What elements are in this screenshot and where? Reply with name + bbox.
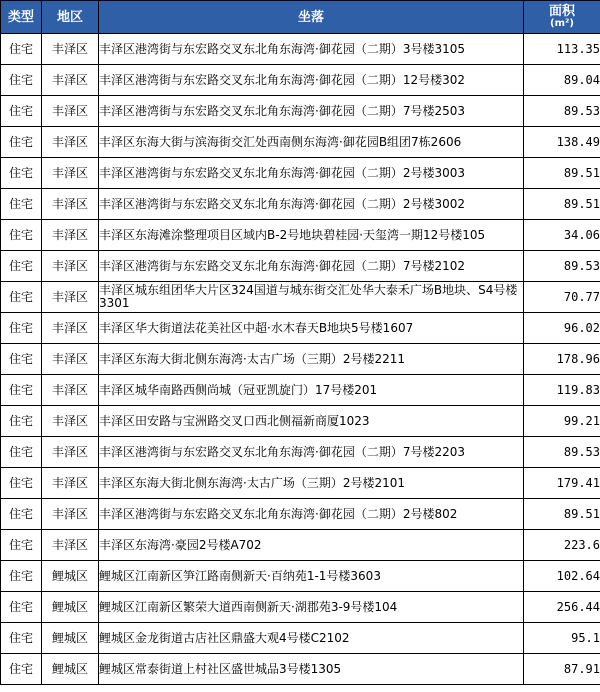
table-row [1, 654, 600, 685]
cell-address: 丰泽区东海大街北侧东海湾·太古广场（三期）2号楼2101 [99, 468, 524, 499]
cell-district: 丰泽区 [42, 406, 99, 437]
cell-district: 丰泽区 [42, 96, 99, 127]
cell-type: 住宅 [1, 65, 42, 96]
cell-address: 丰泽区港湾街与东宏路交叉东北角东海湾·御花园（二期）3号楼3105 [99, 34, 524, 65]
cell-district: 丰泽区 [42, 344, 99, 375]
table-row [1, 96, 600, 127]
cell-district: 丰泽区 [42, 220, 99, 251]
cell-type: 住宅 [1, 127, 42, 158]
cell-address: 丰泽区港湾街与东宏路交叉东北角东海湾·御花园（二期）12号楼302 [99, 65, 524, 96]
header-area-label: 面积 [548, 4, 575, 19]
cell-type: 住宅 [1, 282, 42, 313]
cell-address: 丰泽区田安路与宝洲路交叉口西北侧福新商厦1023 [99, 406, 524, 437]
table-row [1, 592, 600, 623]
cell-area: 87.91 [524, 654, 600, 685]
cell-address: 鲤城区常泰街道上村社区盛世城品3号楼1305 [99, 654, 524, 685]
cell-type: 住宅 [1, 344, 42, 375]
cell-type: 住宅 [1, 623, 42, 654]
cell-district: 丰泽区 [42, 468, 99, 499]
cell-district: 丰泽区 [42, 127, 99, 158]
cell-district: 鲤城区 [42, 592, 99, 623]
table-row [1, 189, 600, 220]
header-row [1, 1, 600, 34]
cell-area: 223.6 [524, 530, 600, 561]
cell-district: 丰泽区 [42, 375, 99, 406]
table-row [1, 375, 600, 406]
cell-type: 住宅 [1, 561, 42, 592]
cell-address: 鲤城区金龙街道古店社区鼎盛大观4号楼C2102 [99, 623, 524, 654]
cell-address: 丰泽区港湾街与东宏路交叉东北角东海湾·御花园（二期）7号楼2203 [99, 437, 524, 468]
cell-district: 丰泽区 [42, 34, 99, 65]
cell-area: 178.96 [524, 344, 600, 375]
table-row [1, 158, 600, 189]
cell-district: 丰泽区 [42, 65, 99, 96]
table-row [1, 127, 600, 158]
cell-area: 89.51 [524, 158, 600, 189]
cell-district: 丰泽区 [42, 313, 99, 344]
cell-address: 丰泽区港湾街与东宏路交叉东北角东海湾·御花园（二期）2号楼3003 [99, 158, 524, 189]
cell-type: 住宅 [1, 530, 42, 561]
cell-type: 住宅 [1, 313, 42, 344]
cell-area: 119.83 [524, 375, 600, 406]
cell-district: 丰泽区 [42, 251, 99, 282]
cell-address: 丰泽区东海滩涂整理项目区域内B-2号地块碧桂园·天玺湾一期12号楼105 [99, 220, 524, 251]
cell-district: 丰泽区 [42, 158, 99, 189]
cell-address: 丰泽区港湾街与东宏路交叉东北角东海湾·御花园（二期）7号楼2503 [99, 96, 524, 127]
header-type: 类型 [1, 1, 42, 34]
table-row [1, 65, 600, 96]
cell-area: 89.51 [524, 189, 600, 220]
header-area-unit: (m²) [550, 18, 574, 29]
cell-address: 丰泽区城东组团华大片区324国道与城东街交汇处华大泰禾广场B地块、S4号楼3301 [99, 282, 524, 313]
cell-area: 89.53 [524, 96, 600, 127]
cell-type: 住宅 [1, 499, 42, 530]
cell-area: 99.21 [524, 406, 600, 437]
cell-area: 102.64 [524, 561, 600, 592]
table-row [1, 623, 600, 654]
table-row [1, 313, 600, 344]
cell-address: 鲤城区江南新区笋江路南侧新天·百纳苑1-1号楼3603 [99, 561, 524, 592]
cell-address: 丰泽区东海大街北侧东海湾·太古广场（三期）2号楼2211 [99, 344, 524, 375]
cell-type: 住宅 [1, 220, 42, 251]
cell-district: 丰泽区 [42, 189, 99, 220]
table-row [1, 468, 600, 499]
cell-district: 丰泽区 [42, 499, 99, 530]
table-row [1, 437, 600, 468]
table-row [1, 282, 600, 313]
cell-type: 住宅 [1, 406, 42, 437]
cell-address: 丰泽区港湾街与东宏路交叉东北角东海湾·御花园（二期）7号楼2102 [99, 251, 524, 282]
cell-address: 鲤城区江南新区繁荣大道西南侧新天·湖郡苑3-9号楼104 [99, 592, 524, 623]
cell-type: 住宅 [1, 592, 42, 623]
cell-area: 95.1 [524, 623, 600, 654]
table-row [1, 251, 600, 282]
cell-type: 住宅 [1, 437, 42, 468]
cell-district: 鲤城区 [42, 654, 99, 685]
cell-district: 鲤城区 [42, 623, 99, 654]
cell-type: 住宅 [1, 158, 42, 189]
cell-district: 丰泽区 [42, 282, 99, 313]
cell-district: 丰泽区 [42, 530, 99, 561]
cell-area: 96.02 [524, 313, 600, 344]
cell-area: 89.53 [524, 437, 600, 468]
cell-type: 住宅 [1, 34, 42, 65]
cell-type: 住宅 [1, 375, 42, 406]
cell-address: 丰泽区华大街道法花美社区中超·水木春天B地块5号楼1607 [99, 313, 524, 344]
cell-address: 丰泽区东海湾·豪园2号楼A702 [99, 530, 524, 561]
cell-address: 丰泽区东海大街与滨海街交汇处西南侧东海湾·御花园B组团7栋2606 [99, 127, 524, 158]
cell-area: 89.04 [524, 65, 600, 96]
cell-type: 住宅 [1, 251, 42, 282]
table-row [1, 561, 600, 592]
cell-type: 住宅 [1, 654, 42, 685]
cell-area: 89.51 [524, 499, 600, 530]
table-row [1, 220, 600, 251]
cell-district: 鲤城区 [42, 561, 99, 592]
cell-address: 丰泽区城华南路西侧尚城（冠亚凯旋门）17号楼201 [99, 375, 524, 406]
table-row [1, 406, 600, 437]
cell-area: 179.41 [524, 468, 600, 499]
cell-area: 89.53 [524, 251, 600, 282]
cell-area: 113.35 [524, 34, 600, 65]
cell-district: 丰泽区 [42, 437, 99, 468]
cell-type: 住宅 [1, 468, 42, 499]
header-address: 坐落 [99, 1, 524, 34]
header-district: 地区 [42, 1, 99, 34]
table-row [1, 34, 600, 65]
cell-area: 138.49 [524, 127, 600, 158]
header-area [524, 1, 600, 34]
cell-address: 丰泽区港湾街与东宏路交叉东北角东海湾·御花园（二期）2号楼802 [99, 499, 524, 530]
cell-area: 256.44 [524, 592, 600, 623]
cell-type: 住宅 [1, 96, 42, 127]
cell-type: 住宅 [1, 189, 42, 220]
table-row [1, 499, 600, 530]
cell-area: 70.77 [524, 282, 600, 313]
cell-address: 丰泽区港湾街与东宏路交叉东北角东海湾·御花园（二期）2号楼3002 [99, 189, 524, 220]
table-row [1, 530, 600, 561]
table-row [1, 344, 600, 375]
cell-area: 34.06 [524, 220, 600, 251]
